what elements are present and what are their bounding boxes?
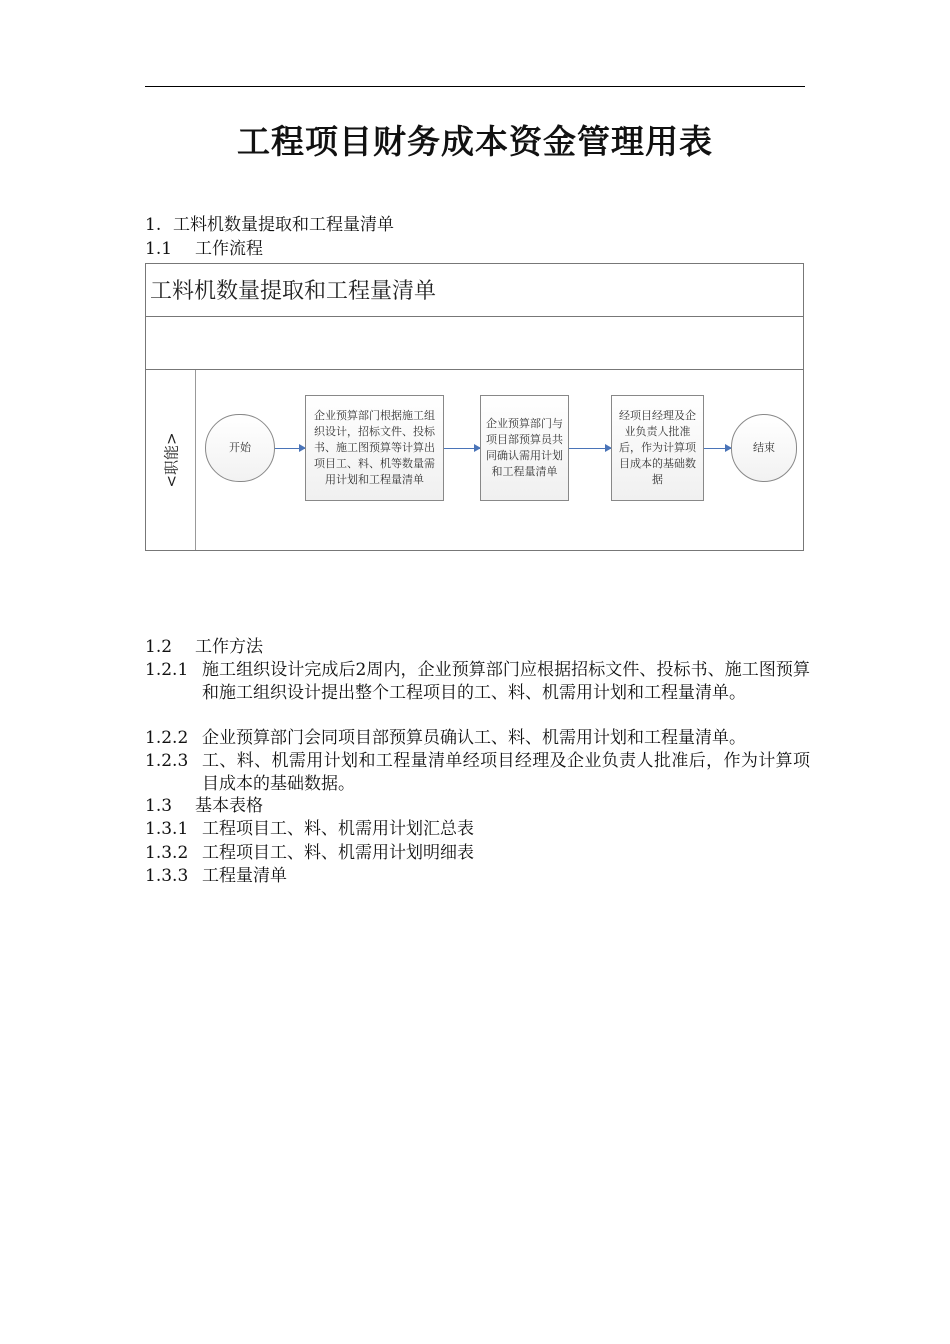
step1-node bbox=[305, 395, 444, 501]
section-number: 1.2 bbox=[145, 637, 173, 657]
end-node bbox=[731, 414, 797, 482]
section-number: 1.3 bbox=[145, 796, 173, 816]
step2-node bbox=[480, 395, 569, 501]
diagram-empty-row bbox=[146, 317, 803, 370]
arrow-step2-to-step3 bbox=[569, 448, 611, 449]
header-rule bbox=[145, 86, 805, 87]
section-number: 1.1 bbox=[145, 239, 173, 259]
arrow-step1-to-step2 bbox=[444, 448, 480, 449]
swimlane-label: <职能> bbox=[162, 432, 181, 488]
section-1-3-2-item bbox=[145, 842, 474, 864]
section-1-2-2-paragraph bbox=[145, 727, 810, 750]
section-text: 工程项目工、料、机需用计划汇总表 bbox=[202, 819, 474, 839]
paragraph-text: 企业预算部门会同项目部预算员确认工、料、机需用计划和工程量清单。 bbox=[202, 728, 746, 748]
start-label: 开始 bbox=[229, 441, 251, 454]
workflow-diagram bbox=[145, 263, 804, 551]
section-text: 工程量清单 bbox=[202, 866, 287, 886]
page-title: 工程项目财务成本资金管理用表 bbox=[237, 122, 713, 161]
paragraph-text: 施工组织设计完成后2周内，企业预算部门应根据招标文件、投标书、施工图预算和施工组织设计提出整个工程项目的工、料、机需用计划和工程量清单。 bbox=[202, 660, 810, 703]
step1-label: 企业预算部门根据施工组织设计，招标文件、投标书、施工图预算等计算出项目工、料、机等数量需用计划和工程量清单 bbox=[314, 409, 435, 486]
section-1-2-3-paragraph bbox=[145, 750, 810, 796]
section-number: 1.2.2 bbox=[145, 728, 189, 748]
section-1-heading bbox=[145, 214, 394, 236]
section-text: 工料机数量提取和工程量清单 bbox=[173, 215, 394, 235]
step2-label: 企业预算部门与项目部预算员共同确认需用计划和工程量清单 bbox=[486, 417, 563, 478]
section-1-3-3-item bbox=[145, 865, 287, 887]
section-text: 工作流程 bbox=[195, 239, 263, 259]
arrow-step3-to-end bbox=[704, 448, 731, 449]
section-number: 1.3.1 bbox=[145, 819, 189, 839]
section-1-2-1-paragraph bbox=[145, 659, 810, 705]
section-number: 1.3.3 bbox=[145, 866, 189, 886]
section-text: 工程项目工、料、机需用计划明细表 bbox=[202, 843, 474, 863]
section-number: 1.3.2 bbox=[145, 843, 189, 863]
section-1-3-1-item bbox=[145, 818, 474, 840]
section-number: 1.2.3 bbox=[145, 751, 189, 771]
section-1-2-heading bbox=[145, 636, 263, 658]
diagram-title: 工料机数量提取和工程量清单 bbox=[150, 279, 437, 304]
section-text: 基本表格 bbox=[195, 796, 263, 816]
step3-node bbox=[611, 395, 704, 501]
section-number: 1. bbox=[145, 215, 162, 235]
step3-label: 经项目经理及企业负责人批准后，作为计算项目成本的基础数据 bbox=[619, 409, 696, 486]
section-1-1-heading bbox=[145, 238, 263, 260]
start-node bbox=[205, 414, 275, 482]
paragraph-text: 工、料、机需用计划和工程量清单经项目经理及企业负责人批准后，作为计算项目成本的基础数据。 bbox=[202, 751, 810, 794]
swimlane-label-cell bbox=[146, 370, 196, 550]
arrow-start-to-step1 bbox=[275, 448, 305, 449]
diagram-title-row bbox=[146, 264, 803, 317]
section-1-3-heading bbox=[145, 795, 263, 817]
end-label: 结束 bbox=[753, 441, 775, 454]
section-number: 1.2.1 bbox=[145, 660, 189, 680]
section-text: 工作方法 bbox=[195, 637, 263, 657]
